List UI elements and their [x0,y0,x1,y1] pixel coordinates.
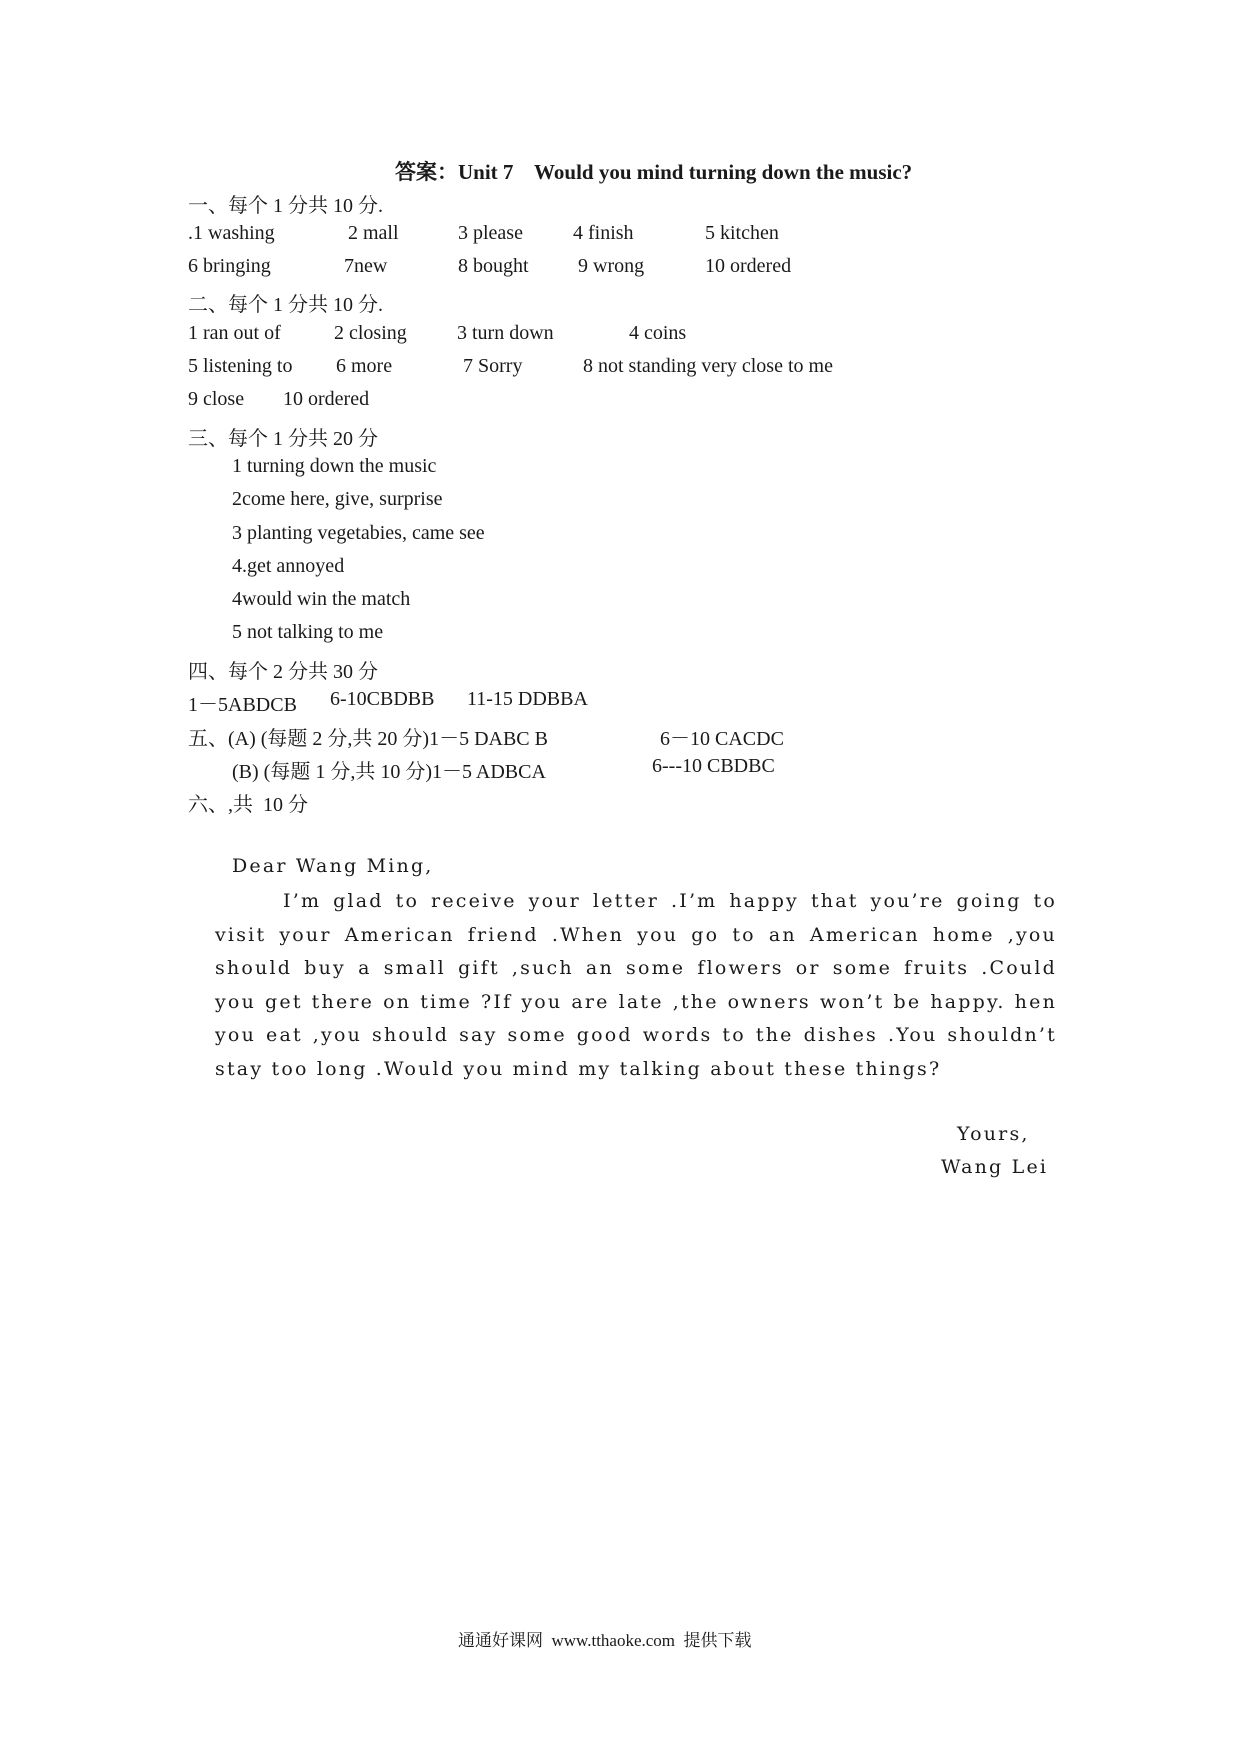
answer-item: 4would win the match [232,588,411,610]
answer-item: 10 ordered [283,388,370,410]
answer-item: 4 coins [629,322,687,344]
page-title: 答案：Unit 7 Would you mind turning down the music? [395,160,913,184]
letter-closing: Yours, [957,1123,1030,1145]
answer-item: 9 close [188,388,245,410]
answer-item: 1－5ABDCB [188,694,297,716]
answer-item: 3 please [458,222,523,244]
answer-item: 4.get annoyed [232,555,345,577]
section-6-heading: 六、,共 10 分 [188,794,308,816]
letter-body [215,885,1057,1087]
answer-item: 7 Sorry [463,355,523,377]
answer-item: 1 ran out of [188,322,281,344]
section-2-heading: 二、每个 1 分共 10 分. [188,294,383,316]
answer-item: 6 more [336,355,393,377]
section-1-heading: 一、每个 1 分共 10 分. [188,195,383,217]
letter-greeting: Dear Wang Ming, [232,855,434,877]
section-5a-answers: 五、(A) (每题 2 分,共 20 分)1－5 DABC B [188,728,548,750]
answer-item: 11-15 DDBBA [467,688,588,710]
answer-item: 7new [344,255,388,277]
answer-item: 2 closing [334,322,407,344]
section-4-heading: 四、每个 2 分共 30 分 [188,661,378,683]
answer-item: 6 bringing [188,255,271,277]
answer-item: 5 kitchen [705,222,779,244]
answer-item: 2come here, give, surprise [232,488,443,510]
answer-item: 2 mall [348,222,399,244]
answer-item: 5 listening to [188,355,293,377]
footer-text: 通通好课网 www.tthaoke.com 提供下载 [458,1631,752,1650]
answer-item: 3 planting vegetabies, came see [232,522,485,544]
answer-item: 8 not standing very close to me [583,355,833,377]
answer-item: 6---10 CBDBC [652,755,775,777]
answer-item: .1 washing [188,222,275,244]
answer-item: 6-10CBDBB [330,688,435,710]
section-5b-answers: (B) (每题 1 分,共 10 分)1－5 ADBCA [232,761,546,783]
answer-item: 10 ordered [705,255,792,277]
answer-item: 1 turning down the music [232,455,437,477]
answer-item: 5 not talking to me [232,621,384,643]
section-3-heading: 三、每个 1 分共 20 分 [188,428,378,450]
letter-paragraph: I’m glad to receive your letter .I’m happy that you’re going to visit your American friend .When you go to an American home ,you should buy a small gift ,such an some flowers or some fruits .Could you get there on time ?If you are late ,the owners won’t be happy. hen you eat ,you should say some good words to the dishes .You shouldn’t stay too long .Would you mind my talking about these things? [215,890,1057,1080]
answer-item: 3 turn down [457,322,554,344]
answer-item: 6－10 CACDC [660,728,784,750]
answer-item: 9 wrong [578,255,645,277]
answer-item: 4 finish [573,222,634,244]
answer-item: 8 bought [458,255,529,277]
letter-signature: Wang Lei [941,1156,1049,1178]
